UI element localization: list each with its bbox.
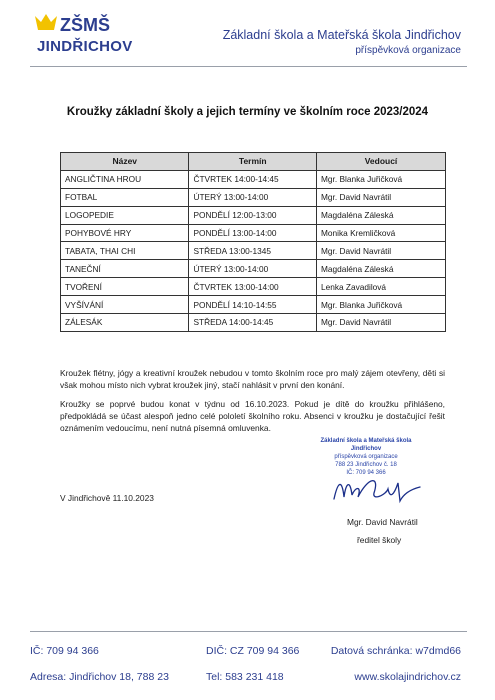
cell-leader: Magdaléna Záleská (317, 260, 446, 278)
date-line: V Jindřichově 11.10.2023 (60, 493, 154, 503)
cell-term: PONDĚLÍ 12:00-13:00 (189, 206, 317, 224)
table-row (61, 224, 446, 242)
cell-name: FOTBAL (61, 188, 189, 206)
logo-mark: ZŠMŠ (60, 15, 111, 35)
column-header-name: Název (61, 153, 189, 171)
footer-ico: IČ: 709 94 366 (30, 645, 99, 657)
footer-phone: Tel: 583 231 418 (206, 671, 284, 683)
cell-name: TVOŘENÍ (61, 278, 189, 296)
footer-address: Adresa: Jindřichov 18, 788 23 (30, 671, 169, 683)
header-divider (30, 66, 467, 67)
table-row (61, 206, 446, 224)
crown-icon (35, 14, 57, 30)
cell-name: TABATA, THAI CHI (61, 242, 189, 260)
cell-term: ÚTERÝ 13:00-14:00 (189, 188, 317, 206)
logo-name: JINDŘICHOV (37, 38, 133, 55)
table-row (61, 242, 446, 260)
footer-divider (30, 631, 467, 632)
cell-term: STŘEDA 14:00-14:45 (189, 314, 317, 332)
column-header-leader: Vedoucí (317, 153, 446, 171)
cell-leader: Mgr. David Navrátil (317, 188, 446, 206)
cell-term: ÚTERÝ 13:00-14:00 (189, 260, 317, 278)
table-row (61, 170, 446, 188)
footer-dic: DIČ: CZ 709 94 366 (206, 645, 300, 657)
cell-name: POHYBOVÉ HRY (61, 224, 189, 242)
stamp-line: 788 23 Jindřichov č. 18 (335, 462, 397, 468)
cell-leader: Lenka Zavadilová (317, 278, 446, 296)
table-row (61, 260, 446, 278)
table-row (61, 314, 446, 332)
cell-term: ČTVRTEK 13:00-14:00 (189, 278, 317, 296)
document-title: Kroužky základní školy a jejich termíny ve školním roce 2023/2024 (66, 106, 429, 118)
column-header-term: Termín (189, 153, 317, 171)
cell-name: ZÁLESÁK (61, 314, 189, 332)
signer-name: Mgr. David Navrátil (347, 517, 418, 527)
stamp-line: IČ: 709 94 366 (346, 470, 386, 476)
cell-leader: Mgr. Blanka Juřičková (317, 170, 446, 188)
schedule-table (60, 152, 446, 332)
cell-leader: Monika Kremličková (317, 224, 446, 242)
cell-name: LOGOPEDIE (61, 206, 189, 224)
table-row (61, 188, 446, 206)
cell-leader: Magdaléna Záleská (317, 206, 446, 224)
school-subtitle: příspěvková organizace (355, 45, 461, 56)
footer-website[interactable]: www.skolajindrichov.cz (354, 671, 461, 683)
cell-leader: Mgr. Blanka Juřičková (317, 296, 446, 314)
table-header-row (61, 153, 446, 171)
table-row (61, 278, 446, 296)
stamp-line: příspěvková organizace (334, 454, 398, 460)
cell-term: PONDĚLÍ 14:10-14:55 (189, 296, 317, 314)
school-name: Základní škola a Mateřská škola Jindřichov (222, 28, 461, 42)
signature (328, 469, 428, 509)
paragraph-start-info: Kroužky se poprvé budou konat v týdnu od 16.10.2023. Pokud je dítě do kroužku přihlášeno, předpokládá se účast alespoň jedno celé pololetí školního roku. Absenci v kroužku je dostačující řešit oznámením vedoucímu, není nutná písemná omluvenka. (60, 399, 445, 434)
cell-name: TANEČNÍ (61, 260, 189, 278)
school-logo (30, 14, 140, 64)
cell-term: PONDĚLÍ 13:00-14:00 (189, 224, 317, 242)
cell-term: STŘEDA 13:00-1345 (189, 242, 317, 260)
table-row (61, 296, 446, 314)
cell-leader: Mgr. David Navrátil (317, 242, 446, 260)
stamp-line: Základní škola a Mateřská škola Jindřichov (320, 438, 412, 452)
cell-leader: Mgr. David Navrátil (317, 314, 446, 332)
cell-name: ANGLIČTINA HROU (61, 170, 189, 188)
footer-data-box: Datová schránka: w7dmd66 (330, 645, 461, 657)
cell-name: VYŠÍVÁNÍ (61, 296, 189, 314)
signer-role: ředitel školy (357, 535, 402, 545)
paragraph-cancelled-clubs: Kroužek flétny, jógy a kreativní kroužek nebudou v tomto školním roce pro malý zájem otevřeny, děti si však mohou místo nich vybrat kroužek jiný, stačí nahlásit v první den konání. (60, 368, 445, 391)
cell-term: ČTVRTEK 14:00-14:45 (189, 170, 317, 188)
